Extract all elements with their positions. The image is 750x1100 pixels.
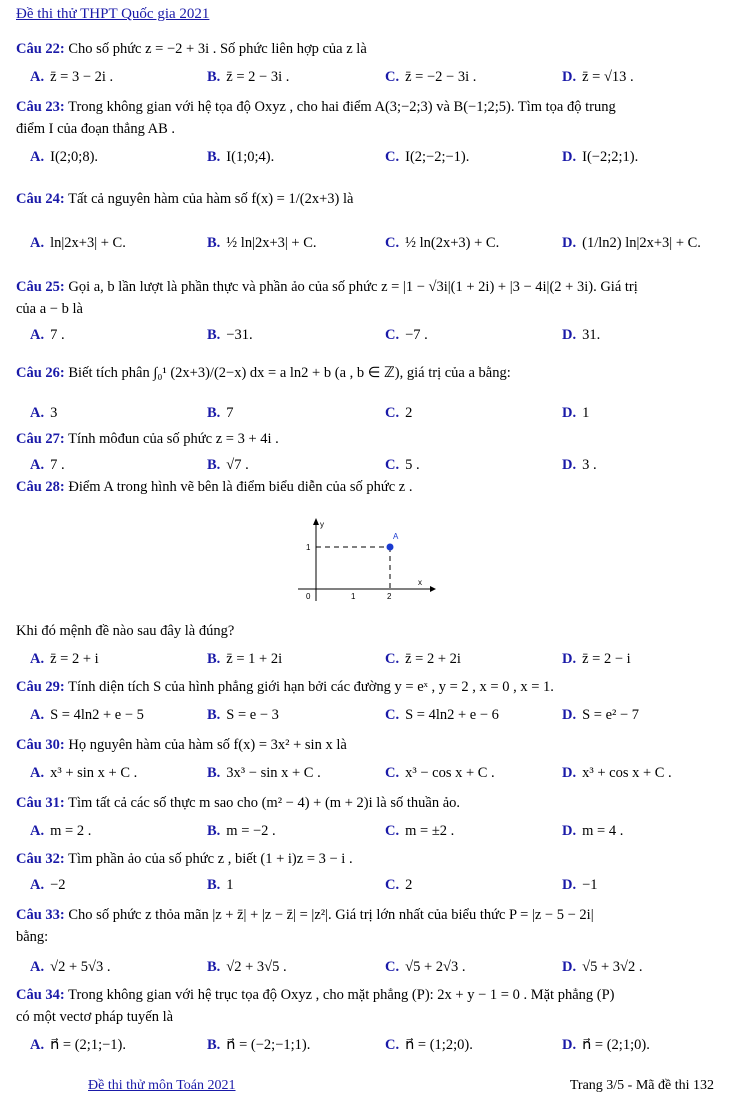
option-d[interactable]: D. (1/ln2) ln|2x+3| + C.	[562, 235, 701, 251]
question-text: Cho số phức z = −2 + 3i . Số phức liên hợp của z là	[68, 41, 367, 57]
question-text-cont: có một vectơ pháp tuyến là	[16, 1009, 174, 1025]
answer-row	[30, 762, 730, 784]
option-b[interactable]: B. √2 + 3√5 .	[207, 959, 287, 975]
option-d[interactable]: D. z̄ = √13 .	[562, 69, 634, 85]
question-text: Tất cả nguyên hàm của hàm số f(x) = 1/(2x+3) là	[68, 191, 354, 207]
option-d[interactable]: D. I(−2;2;1).	[562, 149, 639, 165]
answer-row	[30, 402, 730, 424]
option-c[interactable]: C. z̄ = −2 − 3i .	[385, 69, 477, 85]
option-d[interactable]: D. z̄ = 2 − i	[562, 651, 631, 667]
option-b[interactable]: B. 7	[207, 405, 234, 421]
page-header: Đề thi thử THPT Quốc gia 2021	[16, 6, 210, 22]
question-31	[16, 792, 734, 814]
option-c[interactable]: C. m = ±2 .	[385, 823, 455, 839]
answer-row	[30, 704, 730, 726]
option-a[interactable]: A. ln|2x+3| + C.	[30, 235, 126, 251]
question-label: Câu 26:	[16, 365, 65, 381]
option-b[interactable]: B. 1	[207, 877, 234, 893]
question-label: Câu 28:	[16, 479, 65, 495]
option-c[interactable]: C. 2	[385, 405, 413, 421]
option-c[interactable]: C. √5 + 2√3 .	[385, 959, 466, 975]
option-a[interactable]: A. 7 .	[30, 327, 65, 343]
footer-title: Đề thi thử môn Toán 2021	[88, 1078, 236, 1093]
question-label: Câu 27:	[16, 431, 65, 447]
y-tick-1: 1	[306, 543, 311, 552]
option-b[interactable]: B. z̄ = 1 + 2i	[207, 651, 283, 667]
question-text: Trong không gian với hệ tọa độ Oxyz , cho hai điểm A(3;−2;3) và B(−1;2;5). Tìm tọa độ trung	[68, 99, 616, 115]
option-c[interactable]: C. x³ − cos x + C .	[385, 765, 495, 781]
option-a[interactable]: A. S = 4ln2 + e − 5	[30, 707, 144, 723]
option-b[interactable]: B. S = e − 3	[207, 707, 279, 723]
option-a[interactable]: A. x³ + sin x + C .	[30, 765, 138, 781]
option-d[interactable]: D. x³ + cos x + C .	[562, 765, 672, 781]
option-a[interactable]: A. √2 + 5√3 .	[30, 959, 111, 975]
option-a[interactable]: A. n⃗ = (2;1;−1).	[30, 1037, 126, 1053]
footer-page-info: Trang 3/5 - Mã đề thi 132	[569, 1078, 714, 1093]
answer-row	[30, 1034, 730, 1056]
question-label: Câu 34:	[16, 987, 65, 1003]
question-34	[16, 984, 734, 1028]
option-a[interactable]: A. I(2;0;8).	[30, 149, 99, 165]
question-28	[16, 476, 734, 498]
option-b[interactable]: B. −31.	[207, 327, 253, 343]
question-text-cont: điểm I của đoạn thẳng AB .	[16, 121, 176, 137]
question-text: Gọi a, b lần lượt là phần thực và phần ảo của số phức z = |1 − √3i|(1 + 2i) + |3 − 4i|(2 + 3i). Giá trị	[68, 279, 638, 295]
option-a[interactable]: A. z̄ = 3 − 2i .	[30, 69, 114, 85]
x-tick-2: 2	[387, 592, 392, 601]
option-c[interactable]: C. n⃗ = (1;2;0).	[385, 1037, 473, 1053]
question-25	[16, 276, 734, 320]
point-a	[387, 544, 394, 551]
question-text: Tính diện tích S của hình phẳng giới hạn bởi các đường y = eˣ , y = 2 , x = 0 , x = 1.	[68, 679, 554, 695]
option-d[interactable]: D. S = e² − 7	[562, 707, 640, 723]
question-text-cont: của a − b là	[16, 301, 83, 317]
question-text: Tìm tất cả các số thực m sao cho (m² − 4) + (m + 2)i là số thuần ảo.	[68, 795, 461, 811]
question-32	[16, 848, 734, 870]
question-text: Tìm phần ảo của số phức z , biết (1 + i)z = 3 − i .	[68, 851, 353, 867]
question-label: Câu 30:	[16, 737, 65, 753]
option-a[interactable]: A. z̄ = 2 + i	[30, 651, 99, 667]
question-label: Câu 29:	[16, 679, 65, 695]
question-label: Câu 31:	[16, 795, 65, 811]
question-text: Điểm A trong hình vẽ bên là điểm biểu diễn của số phức z .	[68, 479, 413, 495]
question-30	[16, 734, 734, 756]
question-27	[16, 428, 734, 450]
answer-row	[30, 874, 730, 896]
option-c[interactable]: C. ½ ln(2x+3) + C.	[385, 235, 500, 251]
y-axis-label: y	[320, 520, 324, 529]
option-d[interactable]: D. 3 .	[562, 457, 597, 473]
option-b[interactable]: B. n⃗ = (−2;−1;1).	[207, 1037, 311, 1053]
option-d[interactable]: D. m = 4 .	[562, 823, 624, 839]
option-c[interactable]: C. −7 .	[385, 327, 428, 343]
question-29	[16, 676, 734, 698]
option-b[interactable]: B. 3x³ − sin x + C .	[207, 765, 321, 781]
option-d[interactable]: D. 31.	[562, 327, 601, 343]
option-c[interactable]: C. I(2;−2;−1).	[385, 149, 470, 165]
option-b[interactable]: B. I(1;0;4).	[207, 149, 275, 165]
option-b[interactable]: B. ½ ln|2x+3| + C.	[207, 235, 317, 251]
y-axis-arrow	[313, 518, 319, 525]
question-26	[16, 362, 734, 384]
question-label: Câu 24:	[16, 191, 65, 207]
answer-row	[30, 146, 730, 168]
question-label: Câu 23:	[16, 99, 65, 115]
x-axis-arrow	[430, 586, 436, 592]
option-b[interactable]: B. m = −2 .	[207, 823, 276, 839]
question-23	[16, 96, 734, 140]
answer-row	[30, 956, 730, 978]
option-a[interactable]: A. 3	[30, 405, 58, 421]
option-d[interactable]: D. −1	[562, 877, 598, 893]
option-b[interactable]: B. √7 .	[207, 457, 249, 473]
option-c[interactable]: C. 5 .	[385, 457, 420, 473]
question-text: Trong không gian với hệ trục tọa độ Oxyz , cho mặt phẳng (P): 2x + y − 1 = 0 . Mặt phẳng (P)	[68, 987, 615, 1003]
question-label: Câu 25:	[16, 279, 65, 295]
question-label: Câu 33:	[16, 907, 65, 923]
origin-label: 0	[306, 592, 311, 601]
answer-row	[30, 66, 730, 88]
option-d[interactable]: D. 1	[562, 405, 590, 421]
answer-row	[30, 324, 730, 346]
option-a[interactable]: A. 7 .	[30, 457, 65, 473]
question-label: Câu 22:	[16, 41, 65, 57]
question-33	[16, 904, 734, 948]
option-c[interactable]: C. S = 4ln2 + e − 6	[385, 707, 499, 723]
question-label: Câu 32:	[16, 851, 65, 867]
answer-row	[30, 820, 730, 842]
question-text: Cho số phức z thỏa mãn |z + z̄| + |z − z̄| = |z²|. Giá trị lớn nhất của biểu thức P = |z − 5 − 2i|	[68, 907, 594, 923]
option-c[interactable]: C. z̄ = 2 + 2i	[385, 651, 461, 667]
x-axis-label: x	[418, 578, 422, 587]
option-b[interactable]: B. z̄ = 2 − 3i .	[207, 69, 290, 85]
question-text: Biết tích phân ∫₀¹ (2x+3)/(2−x) dx = a ln2 + b (a , b ∈ ℤ), giá trị của a bằng:	[68, 365, 511, 381]
question-24	[16, 188, 734, 210]
answer-row	[30, 232, 730, 254]
question-28-prompt	[16, 620, 734, 642]
option-d[interactable]: D. √5 + 3√2 .	[562, 959, 643, 975]
complex-plane-figure	[290, 515, 440, 605]
question-22	[16, 38, 734, 60]
question-text: Họ nguyên hàm của hàm số f(x) = 3x² + sin x là	[68, 737, 347, 753]
answer-row	[30, 454, 730, 476]
option-d[interactable]: D. n⃗ = (2;1;0).	[562, 1037, 650, 1053]
question-text-cont: bằng:	[16, 929, 49, 945]
point-a-label: A	[393, 532, 399, 541]
question-text-cont: Khi đó mệnh đề nào sau đây là đúng?	[16, 623, 235, 639]
question-text: Tính môđun của số phức z = 3 + 4i .	[68, 431, 279, 447]
option-a[interactable]: A. −2	[30, 877, 66, 893]
answer-row	[30, 648, 730, 670]
option-a[interactable]: A. m = 2 .	[30, 823, 92, 839]
x-tick-1: 1	[351, 592, 356, 601]
option-c[interactable]: C. 2	[385, 877, 413, 893]
